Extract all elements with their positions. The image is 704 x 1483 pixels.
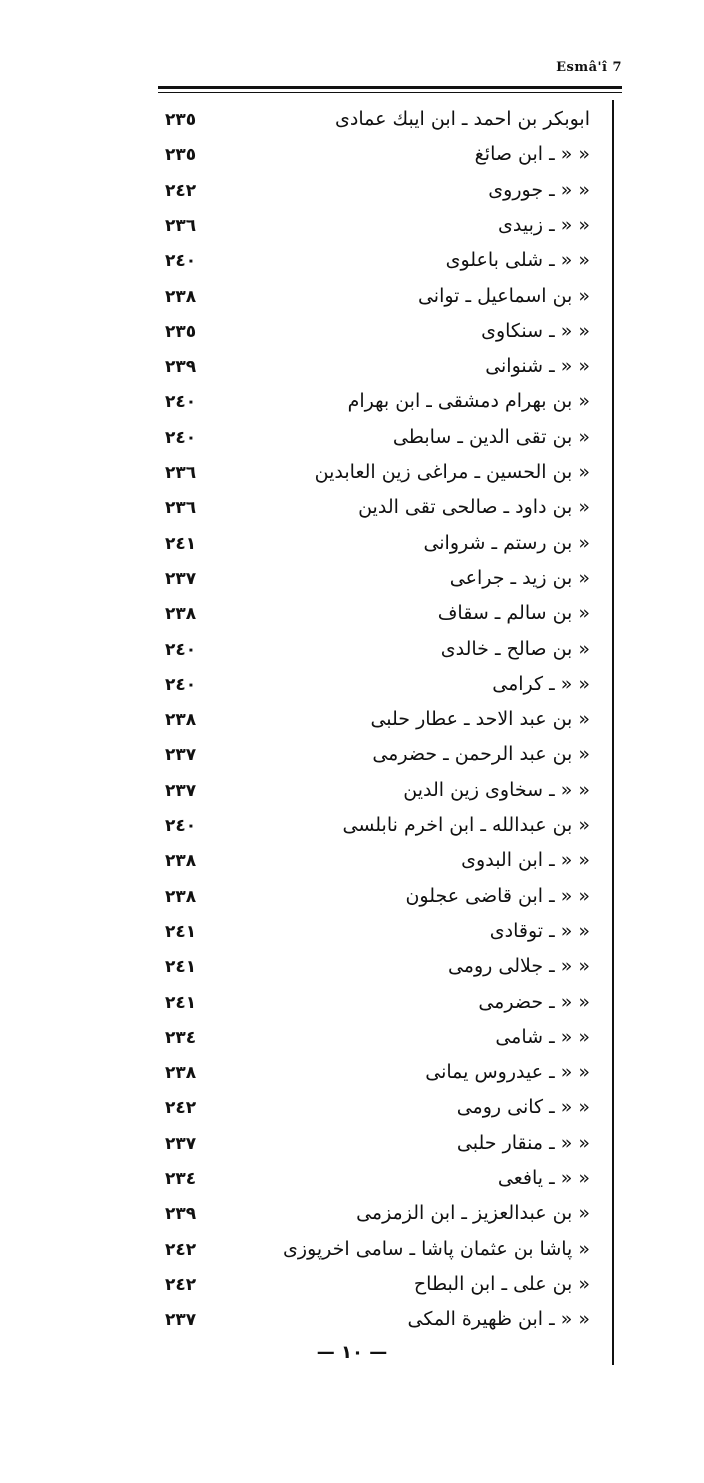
entry-name: « پاشا بن عثمان پاشا ـ سامی اخرپوزی [283, 1237, 590, 1260]
entry-page-number: ٢٣٧ [165, 1133, 197, 1154]
index-entry [0, 494, 704, 528]
entry-name: « بن زید ـ جراعی [449, 566, 590, 589]
entry-page-number: ٢٣٨ [165, 286, 197, 307]
entry-page-number: ٢٤٠ [165, 251, 197, 272]
index-entry [0, 636, 704, 670]
entry-name: « « ـ زبیدی [498, 213, 590, 236]
index-entry [0, 706, 704, 740]
entry-name: « « ـ عیدروس یمانی [425, 1061, 590, 1084]
index-entry [0, 1271, 704, 1305]
index-entry [0, 953, 704, 987]
entry-page-number: ٢٣٧ [165, 745, 197, 766]
index-entry [0, 459, 704, 493]
index-entry [0, 1165, 704, 1199]
entry-name: « « ـ کانی رومی [456, 1096, 590, 1119]
index-entry [0, 918, 704, 952]
entry-page-number: ٢٣٩ [165, 357, 197, 378]
entry-name: « « ـ شنوانی [485, 355, 590, 378]
entry-page-number: ٢٤٠ [165, 639, 197, 660]
entry-page-number: ٢٣٨ [165, 886, 197, 907]
index-entry [0, 1236, 704, 1270]
entry-page-number: ٢٣٤ [165, 1027, 197, 1048]
index-entry [0, 424, 704, 458]
entry-page-number: ٢٤٠ [165, 674, 197, 695]
entry-name: « « ـ ابن قاضی عجلون [405, 884, 590, 907]
entry-page-number: ٢٤١ [165, 533, 197, 554]
entry-name: « بن داود ـ صالحی تقی الدین [358, 496, 590, 519]
entry-page-number: ٢٤٠ [165, 427, 197, 448]
index-entry [0, 106, 704, 140]
index-entry [0, 1306, 704, 1340]
entry-name: « بن صالح ـ خالدی [440, 637, 590, 660]
entry-name: « بن تقی الدین ـ سابطی [392, 425, 590, 448]
header-rule-thick [158, 86, 622, 89]
entry-name: « « ـ منقار حلبی [456, 1131, 590, 1154]
entry-page-number: ٢٤١ [165, 957, 197, 978]
entry-name: « « ـ جوروی [488, 178, 590, 201]
index-entry [0, 671, 704, 705]
entry-name: « « ـ سخاوی زین الدین [403, 778, 590, 801]
entry-page-number: ٢٤٠ [165, 816, 197, 836]
running-head: Esmâ'î 7 [556, 60, 622, 75]
index-entry [0, 177, 704, 211]
entry-page-number: ٢٤٢ [165, 1274, 197, 1295]
entry-name: « بن عبد الرحمن ـ حضرمی [372, 743, 590, 766]
entry-page-number: ٢٣٧ [165, 568, 197, 589]
entry-name: « « ـ توقادی [489, 919, 590, 942]
index-entry [0, 1200, 704, 1234]
index-entry [0, 212, 704, 246]
entry-page-number: ٢٣٤ [165, 1169, 197, 1189]
entry-page-number: ٢٣٥ [165, 110, 197, 130]
index-entry [0, 141, 704, 175]
entry-page-number: ٢٣٥ [165, 145, 197, 166]
entry-page-number: ٢٣٥ [165, 321, 197, 342]
entry-name: « « ـ شلی باعلوی [445, 249, 590, 272]
entry-page-number: ٢٤١ [165, 992, 197, 1013]
entry-page-number: ٢٣٦ [165, 215, 197, 236]
index-entry [0, 1024, 704, 1058]
entry-page-number: ٢٣٨ [165, 710, 197, 731]
index-entry [0, 777, 704, 811]
index-entry [0, 741, 704, 775]
entry-name: « بن علی ـ ابن البطاح [413, 1272, 590, 1295]
index-entry [0, 565, 704, 599]
entry-name: « بن الحسین ـ مراغی زین العابدین [314, 461, 590, 483]
index-entry [0, 318, 704, 352]
entry-page-number: ٢٤٢ [165, 1098, 197, 1119]
index-entry [0, 1094, 704, 1128]
index-entry [0, 847, 704, 881]
entry-name: « بن بهرام دمشقی ـ ابن بهرام [347, 390, 590, 413]
header-rule-thin [158, 92, 622, 93]
entry-page-number: ٢٣٨ [165, 604, 197, 625]
entry-name: « « ـ ابن البدوی [461, 849, 590, 872]
index-entry [0, 530, 704, 564]
entry-page-number: ٢٤١ [165, 921, 197, 942]
entry-name: « بن اسماعیل ـ توانی [417, 284, 590, 307]
index-entry [0, 1130, 704, 1164]
entry-page-number: ٢٣٧ [165, 780, 197, 801]
index-entry [0, 812, 704, 846]
entry-page-number: ٢٣٦ [165, 463, 197, 483]
entry-page-number: ٢٤٢ [165, 1239, 197, 1260]
entry-name: « بن رستم ـ شروانی [423, 531, 590, 554]
entry-name: « « ـ یافعی [497, 1167, 590, 1189]
entry-name: « بن عبد الاحد ـ عطار حلبی [370, 708, 590, 731]
index-entry [0, 989, 704, 1023]
entry-name: « « ـ کرامی [492, 672, 590, 695]
entry-name: « بن سالم ـ سقاف [437, 602, 590, 625]
entry-page-number: ٢٣٨ [165, 1063, 197, 1084]
entry-page-number: ٢٣٩ [165, 1204, 197, 1225]
index-entry [0, 388, 704, 422]
entry-page-number: ٢٤٢ [165, 180, 197, 201]
index-entry [0, 600, 704, 634]
entry-page-number: ٢٣٧ [165, 1310, 197, 1331]
entry-name: ابوبكر بن احمد ـ ابن ايبك عمادی [335, 108, 590, 130]
page-number: — ١٠ — [316, 1342, 388, 1363]
entry-name: « « ـ سنکاوی [481, 319, 590, 342]
entry-name: « « ـ جلالی رومی [447, 955, 590, 978]
entry-name: « « ـ ابن ظهیرة المکی [407, 1308, 590, 1331]
entry-page-number: ٢٤٠ [165, 392, 197, 413]
entry-name: « بن عبدالعزیز ـ ابن الزمزمی [356, 1202, 590, 1225]
entry-name: « بن عبدالله ـ ابن اخرم نابلسی [342, 814, 590, 836]
entry-name: « « ـ شامی [495, 1025, 590, 1048]
entry-name: « « ـ حضرمی [478, 990, 590, 1013]
index-entry [0, 353, 704, 387]
entry-page-number: ٢٣٦ [165, 498, 197, 519]
entry-name: « « ـ ابن صائغ [474, 143, 590, 166]
index-entry [0, 247, 704, 281]
index-entry [0, 1059, 704, 1093]
index-entry [0, 283, 704, 317]
index-entry [0, 883, 704, 917]
entry-page-number: ٢٣٨ [165, 851, 197, 872]
